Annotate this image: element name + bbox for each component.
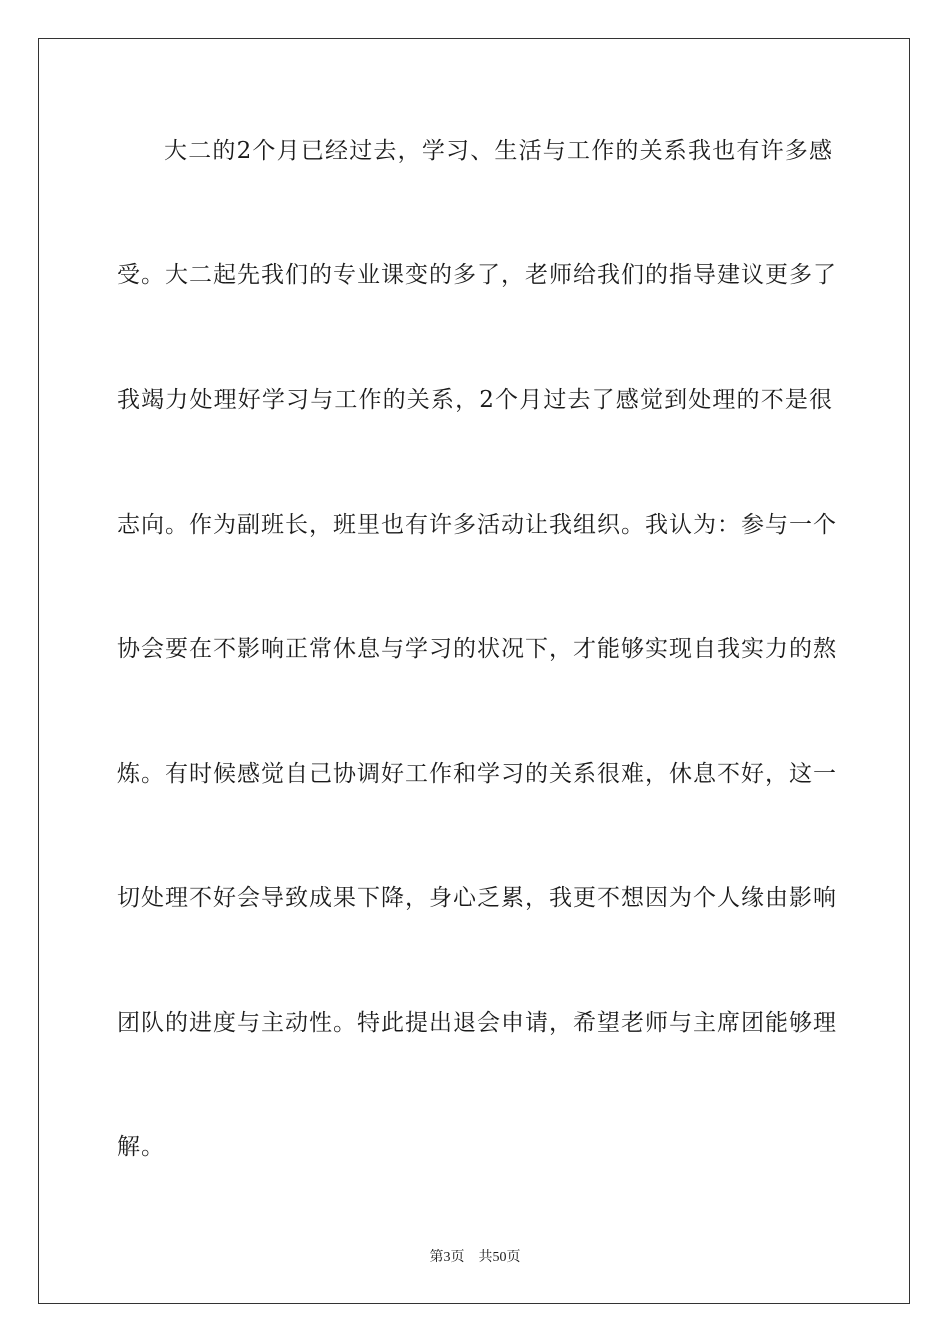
text-line-1: 大二的2个月已经过去，学习、生活与工作的关系我也有许多感 <box>164 138 833 164</box>
page-border <box>38 38 910 1304</box>
page-number: 第3页 <box>429 1250 465 1265</box>
text-line-8: 团队的进度与主动性。特此提出退会申请，希望老师与主席团能够理 <box>117 1010 837 1036</box>
text-line-5: 协会要在不影响正常休息与学习的状况下，才能够实现自我实力的熬 <box>117 636 837 662</box>
text-line-7: 切处理不好会导致成果下降，身心乏累，我更不想因为个人缘由影响 <box>117 885 837 911</box>
text-line-4: 志向。作为副班长，班里也有许多活动让我组织。我认为：参与一个 <box>117 512 837 538</box>
page-total: 共50页 <box>478 1250 521 1265</box>
text-line-6: 炼。有时候感觉自己协调好工作和学习的关系很难，休息不好，这一 <box>117 761 837 787</box>
text-line-2: 受。大二起先我们的专业课变的多了，老师给我们的指导建议更多了 <box>117 262 837 288</box>
text-line-9: 解。 <box>117 1134 165 1160</box>
page-footer <box>0 1250 950 1266</box>
text-line-3: 我竭力处理好学习与工作的关系，2个月过去了感觉到处理的不是很 <box>117 387 833 413</box>
